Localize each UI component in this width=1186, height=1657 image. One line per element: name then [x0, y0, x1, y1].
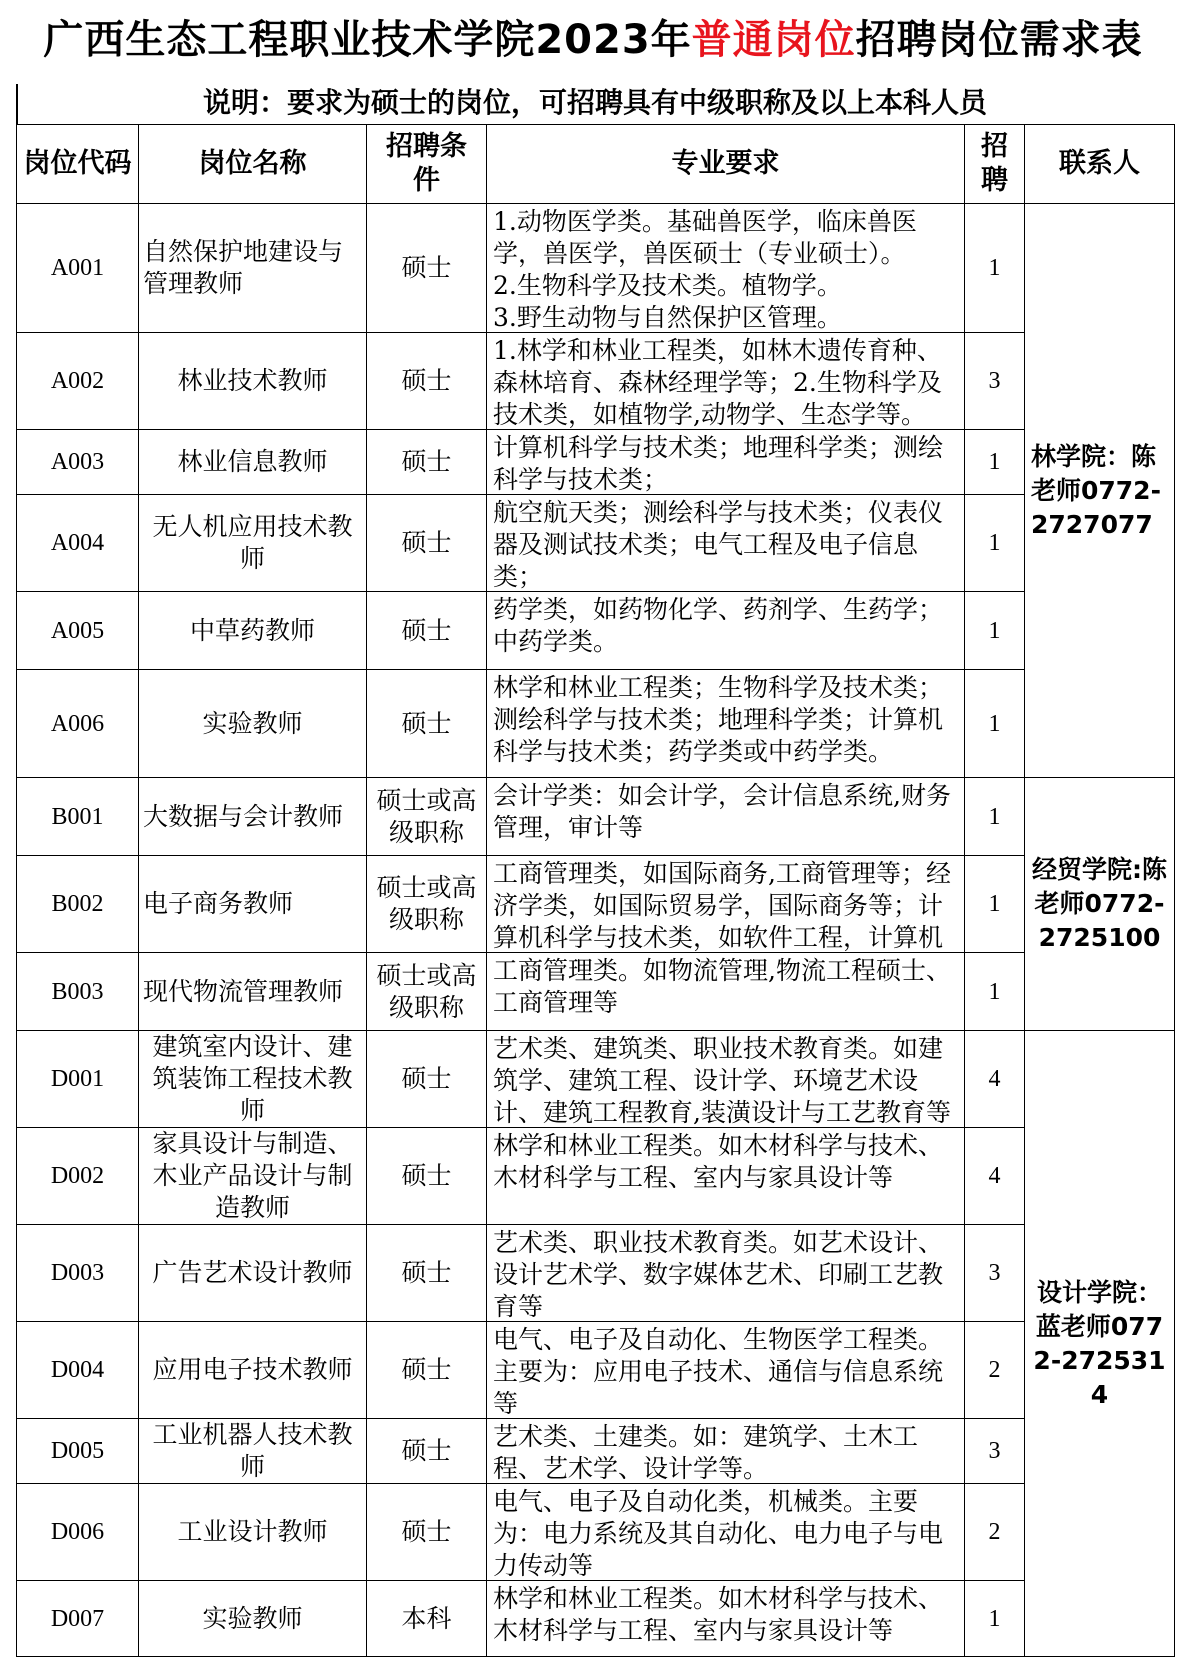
requirement-text: 工商管理类，如国际商务,工商管理等；经济学类，如国际贸易学，国际商务等；计算机科学与技术类，如软件工程，计算机: [493, 859, 951, 952]
table-row: [17, 1322, 1175, 1419]
major-requirement: [487, 953, 965, 1031]
position-condition: 硕士: [367, 1128, 487, 1225]
position-name: 电子商务教师: [139, 856, 367, 953]
table-row: [17, 592, 1175, 670]
major-requirement: [487, 430, 965, 495]
table-row: [17, 1225, 1175, 1322]
note-text: 说明：要求为硕士的岗位，可招聘具有中级职称及以上本科人员: [16, 84, 1172, 124]
major-requirement: [487, 1225, 965, 1322]
recruit-count: 3: [965, 1225, 1025, 1322]
recruit-count: 1: [965, 953, 1025, 1031]
recruit-count: 4: [965, 1031, 1025, 1128]
position-code: A001: [17, 204, 139, 333]
position-condition: 硕士: [367, 1225, 487, 1322]
position-code: A005: [17, 592, 139, 670]
position-name: 应用电子技术教师: [139, 1322, 367, 1419]
recruit-count: 2: [965, 1322, 1025, 1419]
recruitment-table: [16, 124, 1175, 1657]
position-condition: 硕士: [367, 430, 487, 495]
table-row: [17, 1128, 1175, 1225]
position-condition: 硕士: [367, 670, 487, 778]
position-condition: 硕士或高级职称: [367, 778, 487, 856]
table-row: [17, 953, 1175, 1031]
position-code: A003: [17, 430, 139, 495]
page-title: [0, 8, 1186, 65]
recruit-count: 1: [965, 495, 1025, 592]
major-requirement: [487, 592, 965, 670]
requirement-text: 1.动物医学类。基础兽医学，临床兽医学，兽医学，兽医硕士（专业硕士）。 2.生物科学及技术类。植物学。 3.野生动物与自然保护区管理。: [493, 207, 917, 332]
header-requirement: 专业要求: [487, 125, 965, 204]
recruit-count: 1: [965, 430, 1025, 495]
position-code: D001: [17, 1031, 139, 1128]
major-requirement: [487, 333, 965, 430]
recruit-count: 1: [965, 670, 1025, 778]
position-code: A004: [17, 495, 139, 592]
header-code: 岗位代码: [17, 125, 139, 204]
position-condition: 本科: [367, 1581, 487, 1657]
position-code: A006: [17, 670, 139, 778]
position-name: 林业技术教师: [139, 333, 367, 430]
table-row: [17, 856, 1175, 953]
header-row: [17, 125, 1175, 204]
position-condition: 硕士或高级职称: [367, 953, 487, 1031]
requirement-text: 艺术类、建筑类、职业技术教育类。如建筑学、建筑工程、设计学、环境艺术设计、建筑工程教育,装潢设计与工艺教育等: [493, 1034, 951, 1127]
position-code: A002: [17, 333, 139, 430]
position-condition: 硕士或高级职称: [367, 856, 487, 953]
table-row: [17, 670, 1175, 778]
table-row: [17, 1484, 1175, 1581]
title-part-3: 招聘岗位需求表: [855, 17, 1143, 63]
header-condition: 招聘条件: [367, 125, 487, 204]
table-row: [17, 430, 1175, 495]
header-contact: 联系人: [1025, 125, 1175, 204]
position-name: 中草药教师: [139, 592, 367, 670]
requirement-text: 电气、电子及自动化、生物医学工程类。主要为：应用电子技术、通信与信息系统等: [493, 1325, 944, 1418]
major-requirement: [487, 856, 965, 953]
position-name: 建筑室内设计、建筑装饰工程技术教师: [139, 1031, 367, 1128]
position-code: D005: [17, 1419, 139, 1484]
position-code: B002: [17, 856, 139, 953]
major-requirement: [487, 1031, 965, 1128]
recruit-count: 3: [965, 333, 1025, 430]
position-condition: 硕士: [367, 204, 487, 333]
major-requirement: [487, 495, 965, 592]
title-part-highlight: 普通岗位: [691, 17, 856, 63]
position-code: D002: [17, 1128, 139, 1225]
position-name: 实验教师: [139, 1581, 367, 1657]
position-name: 现代物流管理教师: [139, 953, 367, 1031]
table-row: [17, 1581, 1175, 1657]
requirement-text: 林学和林业工程类；生物科学及技术类；测绘科学与技术类；地理科学类；计算机科学与技术类；药学类或中药学类。: [493, 673, 944, 766]
position-name: 自然保护地建设与管理教师: [139, 204, 367, 333]
table-row: [17, 1031, 1175, 1128]
recruit-count: 1: [965, 204, 1025, 333]
contact-person: 设计学院：蓝老师0772-2725314: [1025, 1031, 1175, 1657]
major-requirement: [487, 1128, 965, 1225]
position-name: 工业机器人技术教师: [139, 1419, 367, 1484]
major-requirement: [487, 1581, 965, 1657]
position-name: 无人机应用技术教师: [139, 495, 367, 592]
table-row: [17, 1419, 1175, 1484]
requirement-text: 林学和林业工程类。如木材科学与技术、木材科学与工程、室内与家具设计等: [493, 1584, 944, 1645]
major-requirement: [487, 670, 965, 778]
position-condition: 硕士: [367, 1419, 487, 1484]
requirement-text: 艺术类、土建类。如：建筑学、土木工程、艺术学、设计学等。: [493, 1422, 919, 1483]
position-name: 家具设计与制造、木业产品设计与制造教师: [139, 1128, 367, 1225]
requirement-text: 计算机科学与技术类；地理科学类；测绘科学与技术类；: [493, 433, 944, 494]
position-code: D007: [17, 1581, 139, 1657]
position-condition: 硕士: [367, 1322, 487, 1419]
major-requirement: [487, 1322, 965, 1419]
recruit-count: 2: [965, 1484, 1025, 1581]
recruit-count: 1: [965, 592, 1025, 670]
contact-person: 经贸学院:陈老师0772-2725100: [1025, 778, 1175, 1031]
recruit-count: 1: [965, 778, 1025, 856]
recruit-count: 1: [965, 856, 1025, 953]
position-code: D004: [17, 1322, 139, 1419]
requirement-text: 会计学类：如会计学，会计信息系统,财务管理，审计等: [493, 781, 951, 842]
recruit-count: 4: [965, 1128, 1025, 1225]
position-name: 广告艺术设计教师: [139, 1225, 367, 1322]
position-condition: 硕士: [367, 495, 487, 592]
major-requirement: [487, 204, 965, 333]
table-row: [17, 778, 1175, 856]
position-code: B003: [17, 953, 139, 1031]
requirement-text: 航空航天类；测绘科学与技术类；仪表仪器及测试技术类；电气工程及电子信息类；: [493, 498, 944, 591]
position-name: 工业设计教师: [139, 1484, 367, 1581]
requirement-text: 1.林学和林业工程类，如林木遗传育种、森林培育、森林经理学等；2.生物科学及技术类，如植物学,动物学、生态学等。: [493, 336, 942, 429]
recruit-count: 3: [965, 1419, 1025, 1484]
position-condition: 硕士: [367, 1484, 487, 1581]
header-name: 岗位名称: [139, 125, 367, 204]
position-condition: 硕士: [367, 333, 487, 430]
position-name: 林业信息教师: [139, 430, 367, 495]
position-name: 大数据与会计教师: [139, 778, 367, 856]
requirement-text: 药学类，如药物化学、药剂学、生药学；中药学类。: [493, 595, 944, 656]
position-condition: 硕士: [367, 1031, 487, 1128]
requirement-text: 艺术类、职业技术教育类。如艺术设计、设计艺术学、数字媒体艺术、印刷工艺教育等: [493, 1228, 944, 1321]
table-row: [17, 495, 1175, 592]
title-part-1: 广西生态工程职业技术学院2023年: [43, 17, 692, 63]
recruit-count: 1: [965, 1581, 1025, 1657]
contact-person: 林学院：陈老师0772-2727077: [1025, 204, 1175, 778]
major-requirement: [487, 1484, 965, 1581]
position-code: D006: [17, 1484, 139, 1581]
position-name: 实验教师: [139, 670, 367, 778]
table-row: [17, 204, 1175, 333]
requirement-text: 电气、电子及自动化类，机械类。主要为：电力系统及其自动化、电力电子与电力传动等: [493, 1487, 944, 1580]
position-code: B001: [17, 778, 139, 856]
major-requirement: [487, 1419, 965, 1484]
table-row: [17, 333, 1175, 430]
header-count: 招聘: [965, 125, 1025, 204]
requirement-text: 工商管理类。如物流管理,物流工程硕士、工商管理等: [493, 956, 951, 1017]
position-condition: 硕士: [367, 592, 487, 670]
position-code: D003: [17, 1225, 139, 1322]
major-requirement: [487, 778, 965, 856]
requirement-text: 林学和林业工程类。如木材科学与技术、木材科学与工程、室内与家具设计等: [493, 1131, 944, 1192]
